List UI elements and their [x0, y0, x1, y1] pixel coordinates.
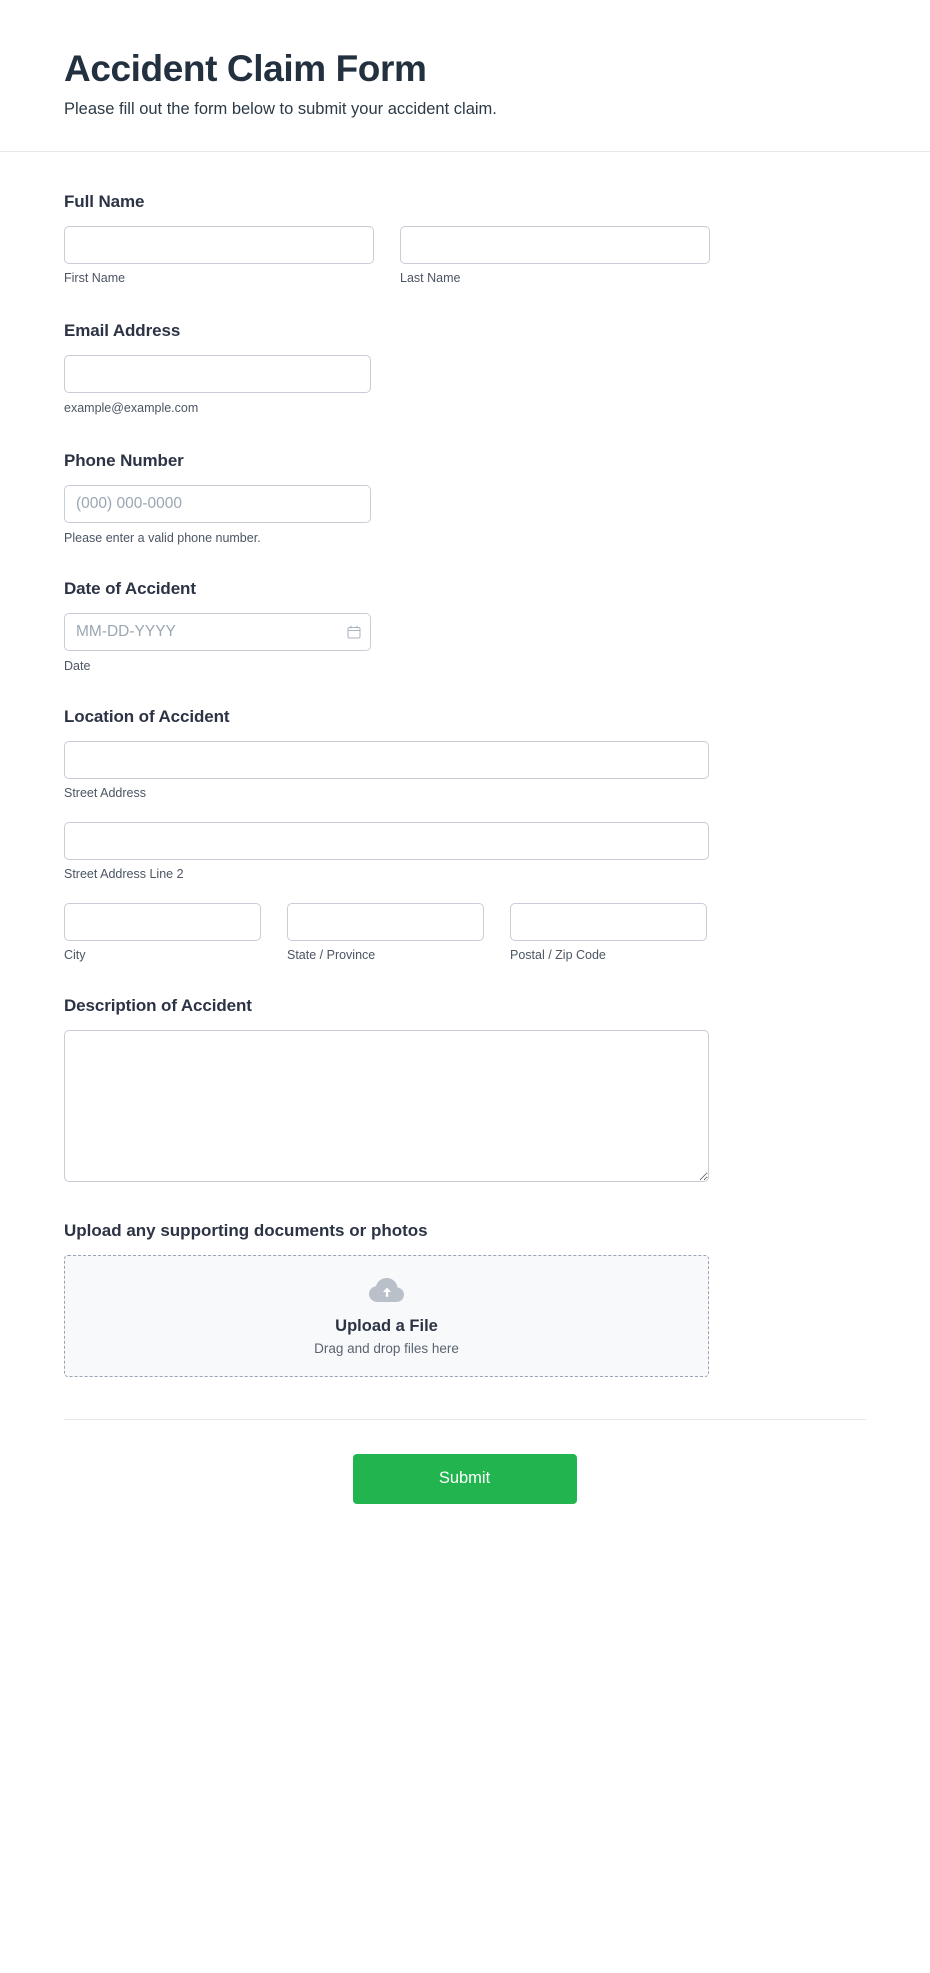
field-group-date [64, 579, 866, 673]
page-subtitle: Please fill out the form below to submit your accident claim. [64, 100, 497, 119]
page-title: Accident Claim Form [64, 48, 427, 89]
upload-title: Upload a File [335, 1316, 438, 1335]
form-header [0, 0, 930, 152]
street-address-2-sublabel: Street Address Line 2 [64, 866, 184, 881]
full-name-label: Full Name [64, 191, 145, 211]
field-group-location [64, 707, 866, 962]
form-body [0, 152, 930, 1548]
phone-col [64, 485, 371, 545]
field-group-description [64, 996, 866, 1187]
upload-subtitle: Drag and drop files here [314, 1340, 459, 1356]
phone-hint: Please enter a valid phone number. [64, 530, 261, 545]
street-address-2-input[interactable] [64, 822, 709, 860]
field-group-full-name [64, 192, 866, 285]
email-hint: example@example.com [64, 400, 199, 415]
date-input[interactable] [64, 613, 371, 651]
email-input[interactable] [64, 355, 371, 393]
city-input[interactable] [64, 903, 261, 941]
field-group-upload [64, 1221, 866, 1377]
upload-label: Upload any supporting documents or photos [64, 1220, 428, 1240]
description-label: Description of Accident [64, 995, 252, 1015]
field-group-email [64, 321, 866, 415]
email-col [64, 355, 371, 415]
email-label: Email Address [64, 320, 181, 340]
cloud-upload-icon [367, 1276, 407, 1311]
first-name-col [64, 226, 374, 285]
last-name-col [400, 226, 710, 285]
state-col [287, 903, 484, 962]
street-address-input[interactable] [64, 741, 709, 779]
city-state-zip-row [64, 903, 866, 962]
street-address-2-col [64, 822, 709, 881]
state-sublabel: State / Province [287, 947, 376, 962]
first-name-input[interactable] [64, 226, 374, 264]
street-address-sublabel: Street Address [64, 785, 146, 800]
date-hint: Date [64, 658, 91, 673]
field-group-phone [64, 451, 866, 545]
description-col [64, 1030, 709, 1187]
form-footer [64, 1419, 866, 1548]
description-textarea[interactable] [64, 1030, 709, 1182]
first-name-sublabel: First Name [64, 270, 126, 285]
date-col [64, 613, 371, 651]
file-dropzone[interactable] [64, 1255, 709, 1377]
phone-input[interactable] [64, 485, 371, 523]
state-input[interactable] [287, 903, 484, 941]
last-name-input[interactable] [400, 226, 710, 264]
city-col [64, 903, 261, 962]
phone-label: Phone Number [64, 450, 184, 470]
zip-input[interactable] [510, 903, 707, 941]
full-name-row [64, 226, 866, 285]
date-label: Date of Accident [64, 578, 196, 598]
last-name-sublabel: Last Name [400, 270, 461, 285]
submit-button[interactable]: Submit [353, 1454, 577, 1504]
city-sublabel: City [64, 947, 86, 962]
location-label: Location of Accident [64, 706, 230, 726]
zip-sublabel: Postal / Zip Code [510, 947, 606, 962]
street-address-col [64, 741, 709, 800]
zip-col [510, 903, 707, 962]
